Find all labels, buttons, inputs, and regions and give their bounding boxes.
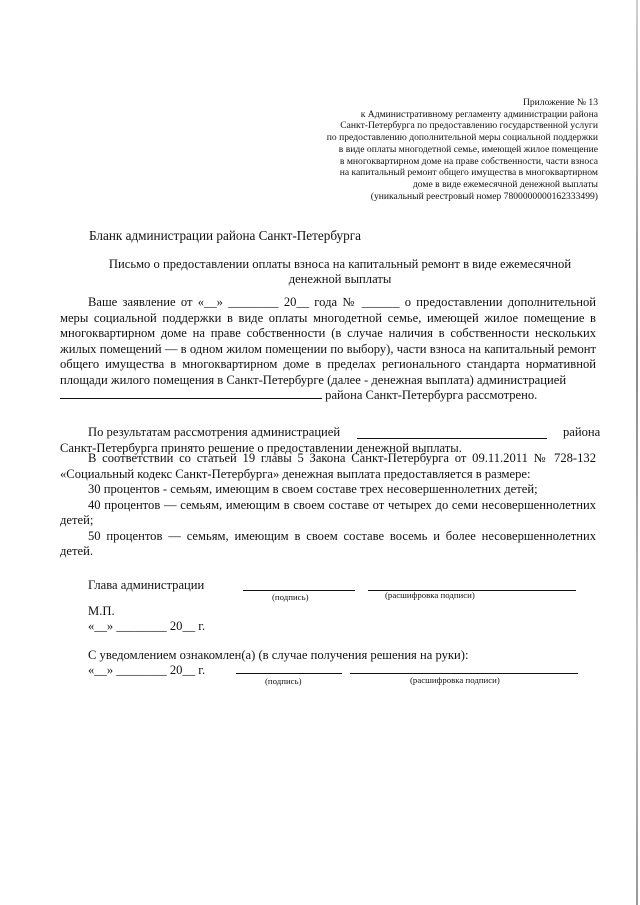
ack-decode-caption: (расшифровка подписи)	[410, 675, 500, 685]
appendix-line: в многоквартирном доме на праве собственности, части взноса	[339, 155, 598, 167]
appendix-header	[258, 97, 598, 202]
appendix-line: (уникальный реестровый номер 7800000000162333499)	[370, 190, 598, 202]
appendix-line: по предоставлению дополнительной меры социальной поддержки	[326, 132, 598, 144]
ack-signature-caption: (подпись)	[265, 676, 302, 686]
administration-blank-line	[357, 438, 547, 439]
application-text: Ваше заявление от «__» ________ 20__ года № ______ о предоставлении дополнительной меры социальной поддержки в виде оплаты многодетной семье, имеющей жилое помещение в многоквартирном доме на праве собственности (в случае наличия в собственности нескольких жилых помещений — в одном жилом помещении по выбору), части взноса на капитальный ремонт общего имущества в многоквартирном доме в пределах регионального стандарта нормативной площади жилого помещения в Санкт-Петербурге (далее - денежная выплата) администрацией	[60, 295, 596, 387]
result-decision: Санкт-Петербурга принято решение о предоставлении денежной выплаты.	[60, 441, 462, 455]
signature-date: «__» ________ 20__ г.	[88, 619, 206, 633]
rate-50: 50 процентов — семьям, имеющим в своем составе восемь и более несовершеннолетних детей.	[60, 528, 596, 558]
head-signature-line	[243, 590, 355, 591]
rate-30: 30 процентов - семьям, имеющим в своем составе трех несовершеннолетних детей;	[88, 482, 538, 496]
rate-40: 40 процентов — семьям, имеющим в своем составе от четырех до семи несовершеннолетних детей;	[60, 497, 596, 527]
head-of-administration-label: Глава администрации	[88, 578, 205, 592]
law-paragraph	[60, 451, 596, 560]
scan-edge	[636, 0, 638, 905]
acknowledgement-date: «__» ________ 20__ г.	[88, 663, 206, 677]
ack-signature-line	[236, 673, 342, 674]
district-blank-line	[60, 388, 322, 399]
stamp-label: М.П.	[88, 604, 115, 618]
appendix-line: Санкт-Петербурга по предоставлению государственной услуги	[340, 120, 598, 132]
letterhead-label: Бланк администрации района Санкт-Петербурга	[89, 228, 362, 243]
result-district: района	[563, 425, 601, 439]
appendix-line: на капитальный ремонт общего имущества в многоквартирном	[339, 167, 598, 179]
appendix-line: доме в виде ежемесячной денежной выплаты	[412, 178, 598, 190]
appendix-line: в виде оплаты многодетной семье, имеющей жилое помещение	[338, 143, 598, 155]
letter-title	[60, 257, 620, 287]
result-label: По результатам рассмотрения администрацией	[88, 425, 341, 439]
law-text: В соответствии со статьей 19 главы 5 Закона Санкт-Петербурга от 09.11.2011 № 728-132 «Социальный кодекс Санкт-Петербурга» денежная выплата предоставляется в размере:	[60, 451, 596, 481]
appendix-line: Приложение № 13	[522, 97, 598, 108]
application-closing	[60, 388, 596, 404]
title-line-1: Письмо о предоставлении оплаты взноса на капитальный ремонт в виде ежемесячной	[108, 257, 572, 271]
appendix-line: к Административному регламенту администрации района	[360, 108, 598, 120]
ack-decode-line	[350, 673, 578, 674]
application-paragraph	[60, 295, 596, 404]
acknowledgement-label: С уведомлением ознакомлен(а) (в случае получения решения на руки):	[88, 648, 469, 662]
head-signature-caption: (подпись)	[272, 592, 309, 602]
application-closing-text: района Санкт-Петербурга рассмотрено.	[325, 388, 538, 402]
title-line-2: денежной выплаты	[288, 272, 392, 286]
head-decode-caption: (расшифровка подписи)	[385, 590, 475, 600]
